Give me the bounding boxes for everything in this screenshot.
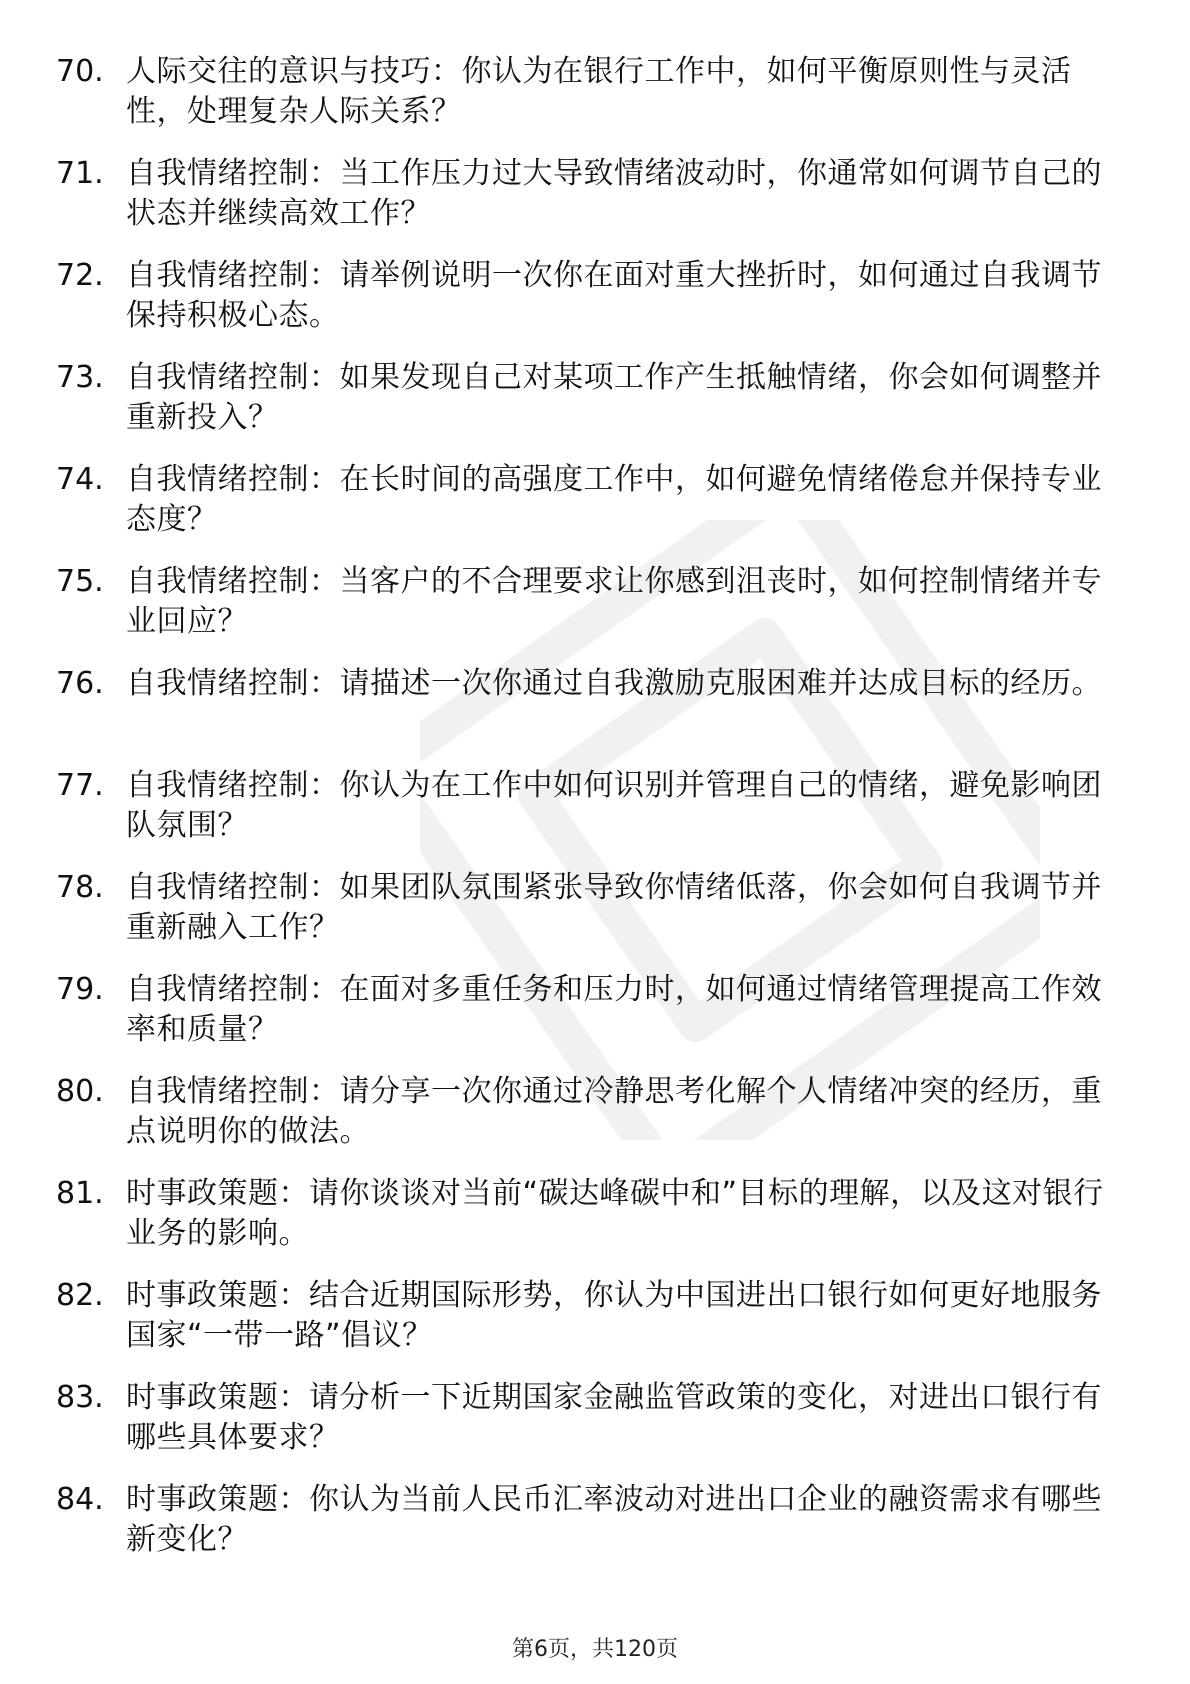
question-number: 70.	[56, 54, 104, 89]
question-number: 80.	[56, 1074, 104, 1109]
question-text: 自我情绪控制：当客户的不合理要求让你感到沮丧时，如何控制情绪并专业回应？	[126, 564, 1102, 639]
list-item	[56, 1276, 1116, 1378]
question-list	[56, 52, 1116, 1582]
question-number: 76.	[56, 666, 104, 701]
question-number: 74.	[56, 462, 104, 497]
list-item	[56, 52, 1116, 154]
list-item	[56, 1378, 1116, 1480]
list-item	[56, 1072, 1116, 1174]
list-item	[56, 460, 1116, 562]
question-number: 78.	[56, 870, 104, 905]
list-item	[56, 358, 1116, 460]
list-item	[56, 1174, 1116, 1276]
list-item	[56, 154, 1116, 256]
question-text: 时事政策题：你认为当前人民币汇率波动对进出口企业的融资需求有哪些新变化？	[126, 1482, 1102, 1557]
list-item	[56, 868, 1116, 970]
question-text: 自我情绪控制：你认为在工作中如何识别并管理自己的情绪，避免影响团队氛围？	[126, 768, 1102, 843]
question-text: 自我情绪控制：请举例说明一次你在面对重大挫折时，如何通过自我调节保持积极心态。	[126, 258, 1102, 333]
question-number: 72.	[56, 258, 104, 293]
page-number-label: 第6页，共120页	[512, 1637, 678, 1662]
list-item	[56, 970, 1116, 1072]
question-text: 自我情绪控制：请分享一次你通过冷静思考化解个人情绪冲突的经历，重点说明你的做法。	[126, 1074, 1102, 1149]
question-number: 75.	[56, 564, 104, 599]
list-item	[56, 256, 1116, 358]
question-text: 人际交往的意识与技巧：你认为在银行工作中，如何平衡原则性与灵活性，处理复杂人际关系？	[126, 54, 1072, 129]
page-footer	[0, 1636, 1190, 1664]
question-text: 自我情绪控制：如果团队氛围紧张导致你情绪低落，你会如何自我调节并重新融入工作？	[126, 870, 1102, 945]
question-number: 82.	[56, 1278, 104, 1313]
question-text: 自我情绪控制：请描述一次你通过自我激励克服困难并达成目标的经历。	[126, 666, 1102, 701]
list-item	[56, 1480, 1116, 1582]
question-number: 71.	[56, 156, 104, 191]
question-number: 73.	[56, 360, 104, 395]
list-item	[56, 664, 1116, 766]
question-number: 79.	[56, 972, 104, 1007]
question-number: 81.	[56, 1176, 104, 1211]
question-number: 83.	[56, 1380, 104, 1415]
question-text: 自我情绪控制：在长时间的高强度工作中，如何避免情绪倦怠并保持专业态度？	[126, 462, 1102, 537]
question-text: 自我情绪控制：在面对多重任务和压力时，如何通过情绪管理提高工作效率和质量？	[126, 972, 1102, 1047]
question-text: 时事政策题：结合近期国际形势，你认为中国进出口银行如何更好地服务国家“一带一路”倡议？	[126, 1278, 1102, 1353]
question-text: 时事政策题：请分析一下近期国家金融监管政策的变化，对进出口银行有哪些具体要求？	[126, 1380, 1102, 1455]
question-number: 84.	[56, 1482, 104, 1517]
list-item	[56, 766, 1116, 868]
question-text: 时事政策题：请你谈谈对当前“碳达峰碳中和”目标的理解，以及这对银行业务的影响。	[126, 1176, 1104, 1251]
question-number: 77.	[56, 768, 104, 803]
question-text: 自我情绪控制：当工作压力过大导致情绪波动时，你通常如何调节自己的状态并继续高效工作？	[126, 156, 1102, 231]
list-item	[56, 562, 1116, 664]
question-text: 自我情绪控制：如果发现自己对某项工作产生抵触情绪，你会如何调整并重新投入？	[126, 360, 1102, 435]
